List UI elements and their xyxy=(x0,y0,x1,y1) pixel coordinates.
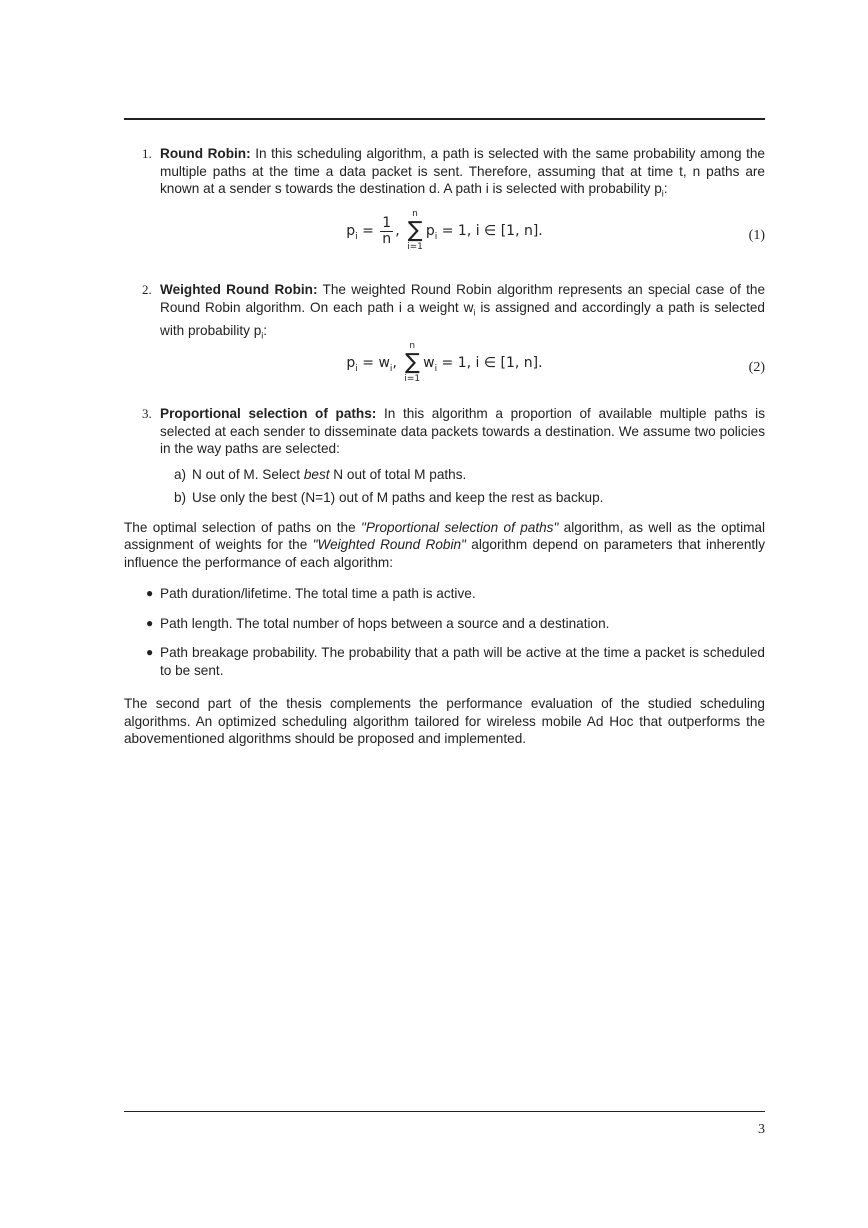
eq2-sum xyxy=(404,341,420,385)
eq2-eq: = w xyxy=(357,355,390,372)
bullet-item xyxy=(124,644,765,679)
sub-item-text-post: N out of total M paths. xyxy=(329,466,467,482)
footer-rule xyxy=(124,1111,765,1112)
item-text: The weighted Round Robin algorithm represents an special case of the Round Robin algorithm. On each path i a weight w xyxy=(160,282,765,315)
eq1-term: p xyxy=(425,223,435,240)
paragraph-text: The optimal selection of paths on the xyxy=(124,519,362,535)
bullet-icon: ● xyxy=(146,645,154,660)
paragraph-emphasis: "Weighted Round Robin" xyxy=(312,537,466,553)
item-text: In this scheduling algorithm, a path is selected with the same probability among the multiple paths at the time a data packet is sent. Therefore, assuming that at time t, n paths are known at a sender s towards the destination d. A path i is selected with probability p xyxy=(160,146,765,196)
sub-item-text-pre: Use only the best (N=1) out of M paths and keep the rest as backup. xyxy=(192,490,604,506)
item-number: 2. xyxy=(142,282,152,298)
item-title: Round Robin: xyxy=(160,146,251,161)
item-title: Proportional selection of paths: xyxy=(160,406,377,422)
eq1-term-sub: i xyxy=(434,232,438,243)
bullet-text: Path breakage probability. The probability that a path will be active at the time a packet is scheduled to be sent. xyxy=(160,645,765,678)
item-text-mid: is assigned and accordingly a path is selected with probability p xyxy=(160,299,765,338)
item-text-subscript-2: i xyxy=(261,330,264,341)
item-text-end: : xyxy=(663,181,668,196)
bullet-icon: ● xyxy=(146,586,154,601)
bullet-item xyxy=(124,585,765,603)
item-text-end: : xyxy=(263,322,268,338)
equation-1 xyxy=(124,209,765,267)
bullet-text: Path duration/lifetime. The total time a path is active. xyxy=(160,586,476,602)
eq2-rest: = 1, i ∈ [1, n]. xyxy=(437,355,543,372)
item-number: 3. xyxy=(142,406,152,422)
item-text: In this algorithm a proportion of available multiple paths is selected at each sender to disseminate data packets towards a destination. We assume two policies in the way paths are selected: xyxy=(160,406,765,457)
sub-item-text-pre: N out of M. Select xyxy=(192,466,304,482)
eq2-label: (2) xyxy=(748,360,765,376)
eq2-term-sub: i xyxy=(434,363,438,374)
eq2-sum-symbol: ∑ xyxy=(404,350,420,376)
bullet-item xyxy=(124,615,765,633)
eq1-label: (1) xyxy=(748,228,765,244)
sub-item-letter: b) xyxy=(174,490,187,506)
paragraph-emphasis: "Proportional selection of paths" xyxy=(361,519,559,535)
eq1-sum-top: n xyxy=(412,209,418,220)
paragraph-text: algorithm, as well as the optimal assignment of weights for the xyxy=(124,519,766,553)
eq2-eq-sub: i xyxy=(389,363,393,374)
item-number: 1. xyxy=(142,146,152,161)
eq1-comma: , xyxy=(395,223,400,240)
bullet-list xyxy=(124,585,765,679)
eq1-rest: = 1, i ∈ [1, n]. xyxy=(437,223,543,240)
list-item-proportional-selection xyxy=(124,405,765,458)
eq1-frac-num: 1 xyxy=(382,214,392,231)
eq2-term: w xyxy=(423,355,435,372)
paragraph-text: algorithm depend on parameters that inherently influence the performance of each algorithm: xyxy=(124,537,765,570)
item-title: Weighted Round Robin: xyxy=(160,282,318,298)
list-item-round-robin xyxy=(124,145,765,203)
sub-item-emphasis: best xyxy=(303,466,330,482)
eq2-lhs-sub: i xyxy=(355,363,358,374)
sub-item-letter: a) xyxy=(174,466,187,482)
page-number: 3 xyxy=(758,1122,765,1137)
equation-2 xyxy=(124,341,765,399)
page-content xyxy=(124,145,765,748)
item-text-subscript: i xyxy=(661,188,664,199)
bullet-icon: ● xyxy=(146,615,154,630)
eq1-sum-bottom: i=1 xyxy=(407,242,423,253)
eq2-lhs: p xyxy=(346,355,356,372)
paragraph-second-part: The second part of the thesis complements the performance evaluation of the studied scheduling algorithms. An optimized scheduling algorithm tailored for wireless mobile Ad Hoc that outperforms the abovementioned algorithms should be proposed and implemented. xyxy=(124,696,765,747)
eq1-sum xyxy=(407,209,423,253)
sub-list-item xyxy=(174,466,765,484)
sub-list-item xyxy=(174,489,765,507)
eq2-comma: , xyxy=(392,355,397,372)
sub-list xyxy=(124,466,765,507)
bullet-text: Path length. The total number of hops between a source and a destination. xyxy=(160,615,610,631)
eq2-sum-top: n xyxy=(409,341,416,352)
eq2-sum-bottom: i=1 xyxy=(404,374,421,385)
header-rule xyxy=(124,118,765,120)
eq1-lhs: p xyxy=(346,223,356,240)
eq1-eq: = xyxy=(357,223,379,240)
eq1-lhs-sub: i xyxy=(355,232,358,243)
paragraph-optimal-selection xyxy=(124,519,765,572)
list-item-weighted-round-robin xyxy=(124,281,765,345)
eq1-frac-den: n xyxy=(382,230,392,247)
eq1-sum-symbol: ∑ xyxy=(407,218,423,244)
item-text-subscript: i xyxy=(473,307,476,318)
eq1-fraction xyxy=(380,216,393,247)
